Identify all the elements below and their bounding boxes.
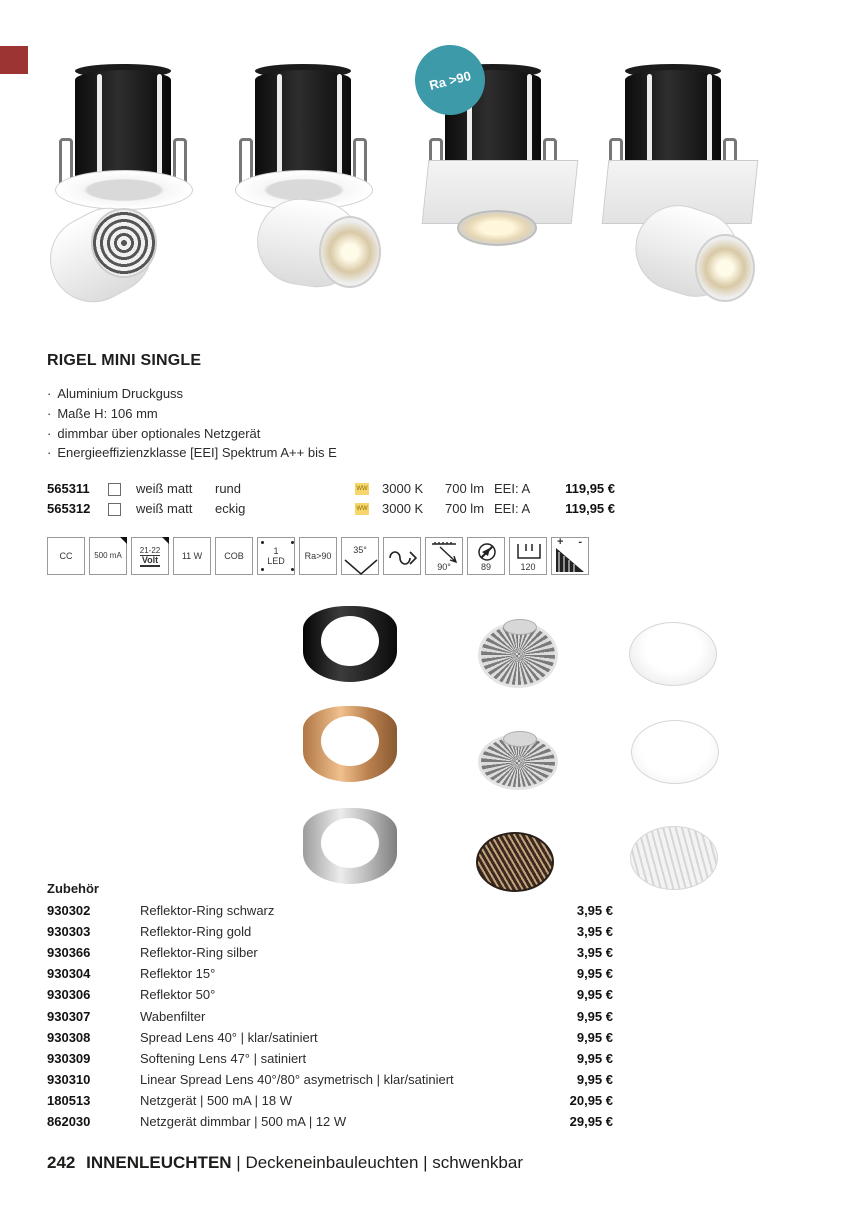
accessory-price: 9,95 € (576, 1071, 613, 1087)
variant-code: 565312 (47, 501, 91, 516)
product-photo-round-grille (45, 62, 220, 322)
accessory-row (47, 987, 613, 1007)
variant-shape: eckig (215, 501, 246, 516)
honeycomb-filter-image (476, 832, 554, 892)
cri-icon: Ra>90 (299, 537, 337, 575)
accessory-price: 20,95 € (569, 1092, 613, 1108)
variant-code: 565311 (47, 481, 90, 496)
variant-shape: rund (215, 481, 242, 496)
accessory-description: Reflektor-Ring silber (140, 945, 258, 961)
accessory-description: Spread Lens 40° | klar/satiniert (140, 1029, 318, 1045)
variant-price: 119,95 € (565, 501, 615, 516)
swivel-icon (383, 537, 421, 575)
reflector-15-image (478, 622, 558, 688)
voltage-icon: 21-22 Volt (131, 537, 169, 575)
product-photo-round-white (225, 62, 400, 322)
order-checkbox[interactable] (108, 483, 121, 496)
reflector-50-image (478, 734, 558, 790)
product-photo-square-tilted (595, 62, 770, 322)
dimming-icon: + - (551, 537, 589, 575)
accessory-price: 9,95 € (576, 966, 613, 982)
ugr-icon: 89 (467, 537, 505, 575)
warm-white-icon: WW (355, 483, 369, 495)
chapter-tab (0, 46, 28, 74)
order-checkbox[interactable] (108, 503, 121, 516)
accessory-row (47, 966, 613, 986)
accessory-code: 930303 (47, 924, 91, 940)
accessory-row (47, 1009, 613, 1029)
variant-color-temperature: 3000 K (382, 481, 424, 496)
variant-eei: EEI: A (494, 501, 531, 516)
accessory-description: Wabenfilter (140, 1008, 206, 1024)
accessory-description: Softening Lens 47° | satiniert (140, 1050, 307, 1066)
variant-row (47, 501, 617, 521)
page-footer (47, 1153, 523, 1173)
reflector-ring-silver-image (303, 808, 397, 884)
variant-lumen: 700 lm (445, 481, 485, 496)
accessory-code: 930302 (47, 903, 91, 918)
variant-finish: weiß matt (136, 481, 193, 496)
accessory-code: 930306 (47, 987, 91, 1003)
cob-icon: COB (215, 537, 253, 575)
variant-row (47, 481, 617, 501)
accessory-description: Netzgerät | 500 mA | 18 W (140, 1092, 292, 1108)
variant-price: 119,95 € (565, 481, 615, 496)
accessory-price: 29,95 € (569, 1114, 613, 1129)
accessory-price: 9,95 € (576, 1008, 613, 1024)
accessory-row (47, 1051, 613, 1071)
accessory-description: Netzgerät dimmbar | 500 mA | 12 W (140, 1114, 347, 1129)
accessory-price: 9,95 € (576, 1029, 613, 1045)
led-count-icon: 1 LED (257, 537, 295, 575)
wattage-icon: 11 W (173, 537, 211, 575)
accessory-price: 9,95 € (576, 987, 613, 1003)
accessory-row (47, 1093, 613, 1113)
cutout-icon: 120 (509, 537, 547, 575)
feature-item: · dimmbar über optionales Netzgerät (47, 424, 337, 444)
constant-current-icon: CC (47, 537, 85, 575)
tilt-angle-icon: 90° (425, 537, 463, 575)
feature-item: · Maße H: 106 mm (47, 404, 337, 424)
footer-separator: | (231, 1153, 246, 1172)
accessory-description: Reflektor-Ring gold (140, 924, 252, 940)
subcategory-title: schwenkbar (432, 1153, 523, 1172)
feature-list (47, 384, 337, 463)
accessory-price: 3,95 € (576, 903, 613, 918)
category-title: Deckeneinbauleuchten (245, 1153, 419, 1172)
reflector-ring-gold-image (303, 706, 397, 782)
spread-lens-image (629, 622, 717, 686)
accessory-code: 930309 (47, 1050, 91, 1066)
beam-angle-icon: 35° (341, 537, 379, 575)
accessory-code: 930310 (47, 1071, 91, 1087)
variant-lumen: 700 lm (445, 501, 485, 516)
accessory-code: 930307 (47, 1008, 91, 1024)
variant-eei: EEI: A (494, 481, 531, 496)
footer-separator: | (418, 1153, 433, 1172)
accessory-row (47, 924, 613, 944)
accessory-row (47, 903, 613, 923)
accessory-price: 9,95 € (576, 1050, 613, 1066)
accessory-code: 180513 (47, 1092, 91, 1108)
accessory-row (47, 1114, 613, 1134)
accessory-description: Linear Spread Lens 40°/80° asymetrisch | klar/satiniert (140, 1071, 454, 1087)
accessory-description: Reflektor-Ring schwarz (140, 903, 275, 918)
accessory-description: Reflektor 50° (140, 987, 216, 1003)
accessory-description: Reflektor 15° (140, 966, 216, 982)
linear-spread-lens-image (630, 826, 718, 890)
accessory-code: 930308 (47, 1029, 91, 1045)
warm-white-icon: WW (355, 503, 369, 515)
accessory-row (47, 945, 613, 965)
accessory-row (47, 1030, 613, 1050)
accessory-code: 930366 (47, 945, 91, 961)
section-title: INNENLEUCHTEN (86, 1153, 232, 1172)
softening-lens-image (631, 720, 719, 784)
accessory-price: 3,95 € (576, 924, 613, 940)
variant-finish: weiß matt (136, 501, 193, 516)
feature-item: · Aluminium Druckguss (47, 384, 337, 404)
product-title: RIGEL MINI SINGLE (47, 352, 202, 369)
reflector-ring-black-image (303, 606, 397, 682)
page-number: 242 (47, 1153, 76, 1172)
accessory-price: 3,95 € (576, 945, 613, 961)
accessories-heading: Zubehör (47, 881, 99, 896)
accessory-row (47, 1072, 613, 1092)
accessory-code: 930304 (47, 966, 91, 982)
variant-color-temperature: 3000 K (382, 501, 424, 516)
ra-badge: Ra >90 (408, 38, 493, 123)
accessory-code: 862030 (47, 1114, 91, 1129)
current-icon: 500 mA (89, 537, 127, 575)
feature-item: · Energieeffizienzklasse [EEI] Spektrum A++ bis E (47, 443, 337, 463)
